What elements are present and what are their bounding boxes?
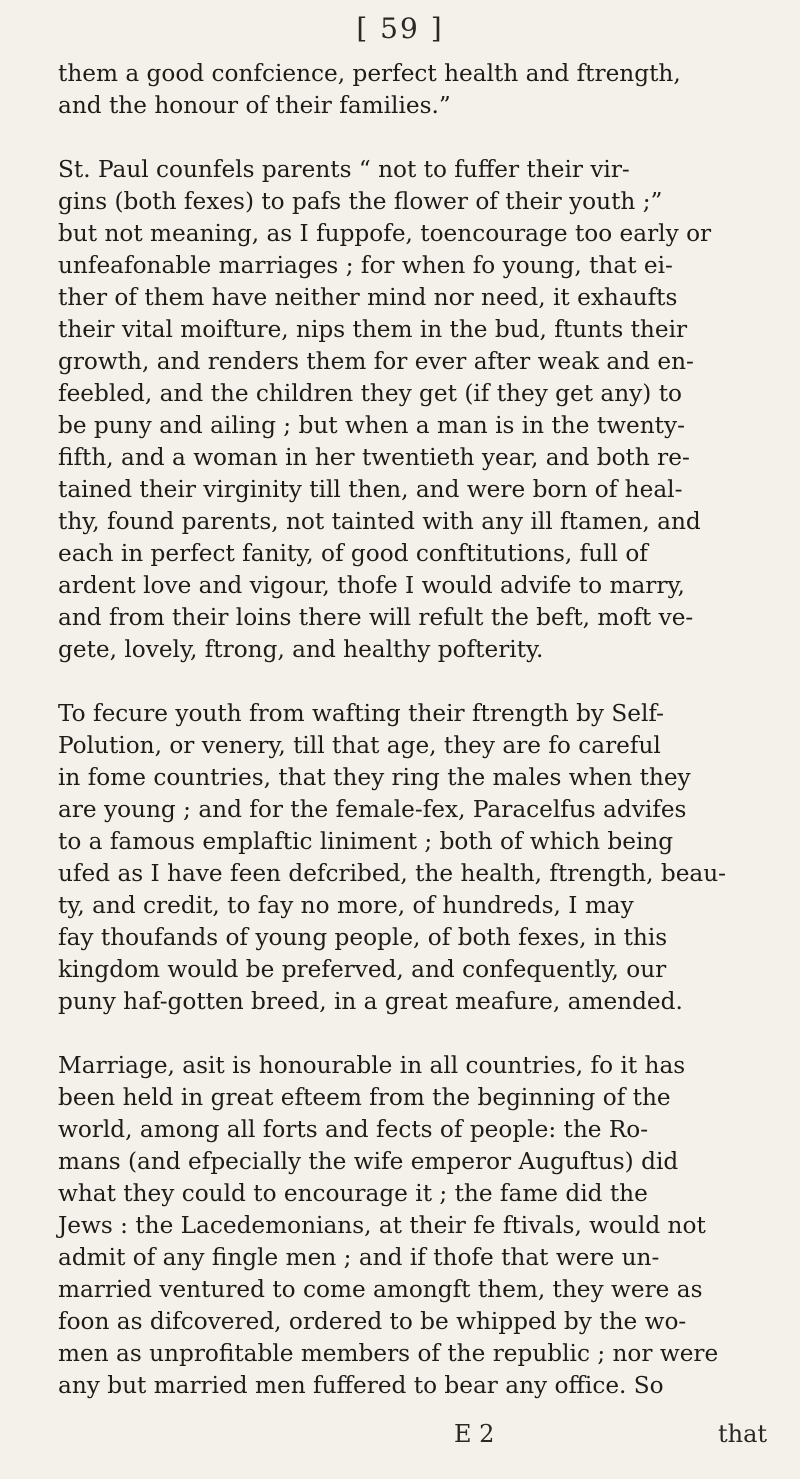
text-line: are young ; and for the female-fex, Paracelfus advifes bbox=[58, 796, 687, 823]
text-line: puny haf-gotten breed, in a great meafure, amended. bbox=[58, 988, 683, 1015]
text-line: fifth, and a woman in her twentieth year, and both re- bbox=[58, 444, 690, 471]
text-line: To fecure youth from wafting their ftrength by Self- bbox=[58, 700, 665, 727]
text-line: their vital moifture, nips them in the bud, ftunts their bbox=[58, 316, 688, 343]
text-line: admit of any fingle men ; and if thofe that were un- bbox=[58, 1244, 660, 1271]
text-line: unfeafonable marriages ; for when fo young, that ei- bbox=[58, 252, 673, 279]
text-line: fay thoufands of young people, of both fexes, in this bbox=[58, 924, 668, 951]
text-line: but not meaning, as I fuppofe, toencourage too early or bbox=[58, 220, 712, 247]
text-line: any but married men fuffered to bear any office. So bbox=[58, 1372, 664, 1399]
text-line: St. Paul counfels parents “ not to fuffer their vir- bbox=[58, 156, 630, 183]
text-line: them a good confcience, perfect health and ftrength, bbox=[58, 60, 681, 87]
text-line: men as unprofitable members of the republic ; nor were bbox=[58, 1340, 719, 1367]
text-line: to a famous emplaftic liniment ; both of which being bbox=[58, 828, 674, 855]
signature-mark: E 2 bbox=[454, 1420, 495, 1448]
paragraph bbox=[58, 154, 748, 666]
paragraph bbox=[58, 698, 748, 1018]
text-line: world, among all forts and fects of people: the Ro- bbox=[58, 1116, 649, 1143]
text-line: in fome countries, that they ring the males when they bbox=[58, 764, 691, 791]
text-line: what they could to encourage it ; the fame did the bbox=[58, 1180, 648, 1207]
text-line: married ventured to come amongft them, they were as bbox=[58, 1276, 703, 1303]
text-line: thy, found parents, not tainted with any ill ftamen, and bbox=[58, 508, 701, 535]
text-line: and the honour of their families.” bbox=[58, 92, 451, 119]
text-line: gete, lovely, ftrong, and healthy pofterity. bbox=[58, 636, 544, 663]
text-line: foon as difcovered, ordered to be whipped by the wo- bbox=[58, 1308, 687, 1335]
page-body bbox=[58, 58, 748, 1402]
paragraph bbox=[58, 1050, 748, 1402]
text-line: ther of them have neither mind nor need, it exhaufts bbox=[58, 284, 678, 311]
text-line: be puny and ailing ; but when a man is in the twenty- bbox=[58, 412, 685, 439]
text-line: tained their virginity till then, and were born of heal- bbox=[58, 476, 683, 503]
text-line: been held in great efteem from the beginning of the bbox=[58, 1084, 671, 1111]
text-line: each in perfect fanity, of good conftitutions, full of bbox=[58, 540, 648, 567]
page-footer bbox=[0, 1420, 800, 1456]
catchword: that bbox=[718, 1420, 768, 1448]
text-line: mans (and efpecially the wife emperor Auguftus) did bbox=[58, 1148, 679, 1175]
text-line: feebled, and the children they get (if they get any) to bbox=[58, 380, 682, 407]
text-line: growth, and renders them for ever after weak and en- bbox=[58, 348, 694, 375]
text-line: Marriage, asit is honourable in all countries, fo it has bbox=[58, 1052, 686, 1079]
text-line: gins (both fexes) to pafs the flower of their youth ;” bbox=[58, 188, 663, 215]
paragraph bbox=[58, 58, 748, 122]
text-line: ufed as I have feen defcribed, the health, ftrength, beau- bbox=[58, 860, 727, 887]
text-line: kingdom would be preferved, and confequently, our bbox=[58, 956, 667, 983]
text-line: ty, and credit, to fay no more, of hundreds, I may bbox=[58, 892, 634, 919]
text-line: and from their loins there will refult the beft, moft ve- bbox=[58, 604, 694, 631]
text-line: Polution, or venery, till that age, they are fo careful bbox=[58, 732, 661, 759]
text-line: ardent love and vigour, thofe I would advife to marry, bbox=[58, 572, 685, 599]
text-line: Jews : the Lacedemonians, at their fe ftivals, would not bbox=[58, 1212, 706, 1239]
page-number: [ 59 ] bbox=[356, 12, 444, 45]
